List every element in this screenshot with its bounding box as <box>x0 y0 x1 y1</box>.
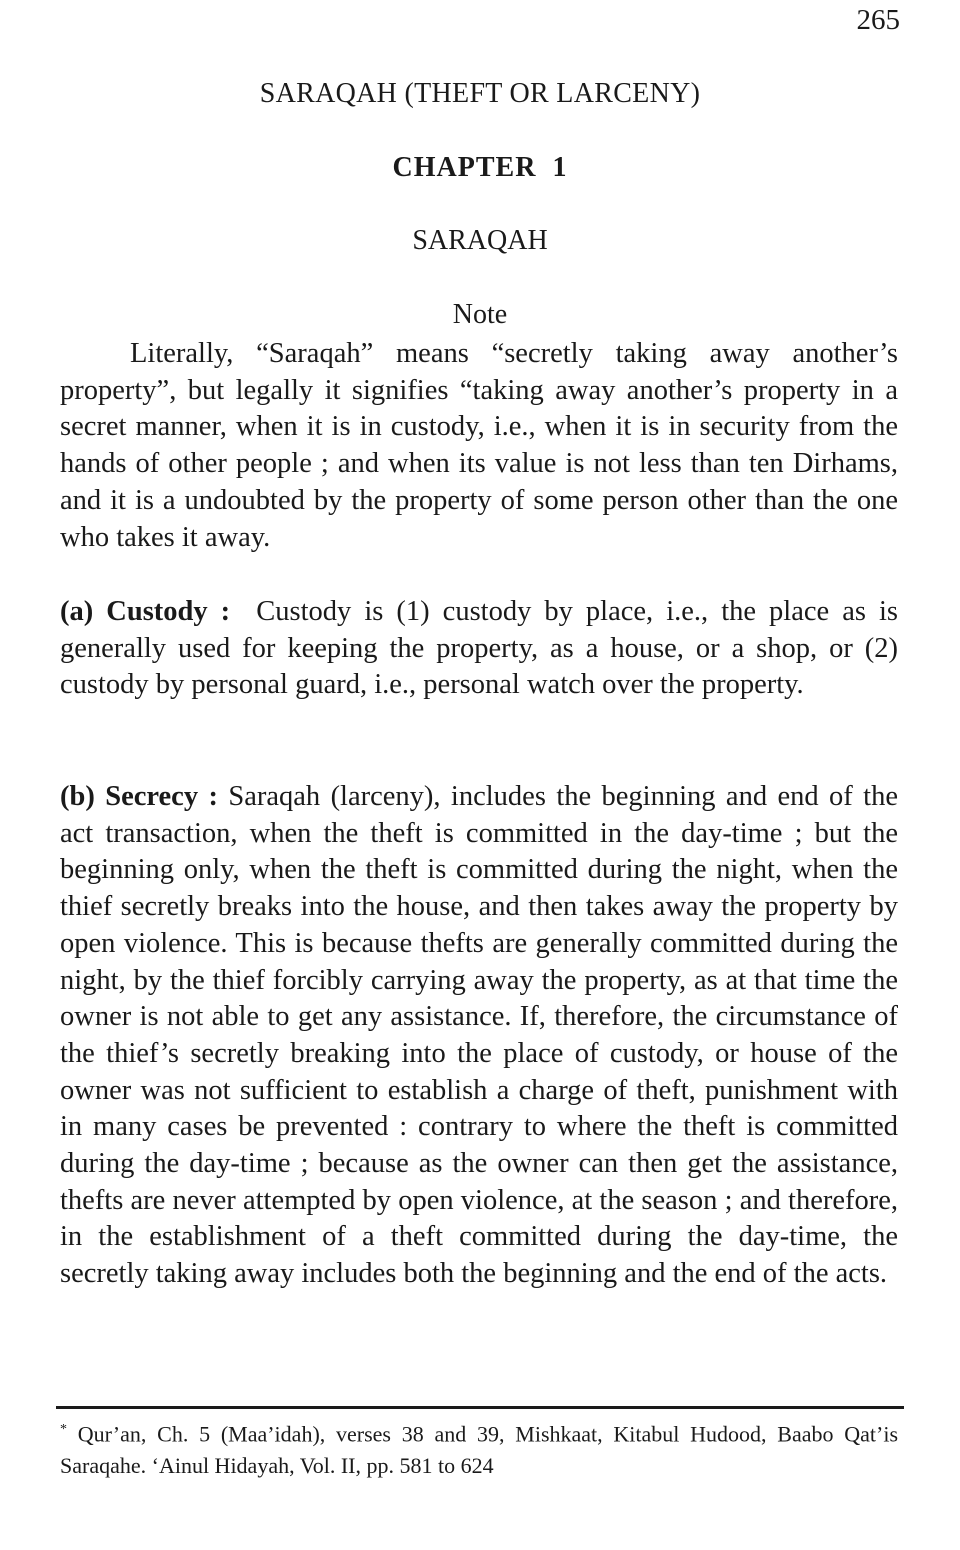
footnote-divider <box>56 1406 904 1409</box>
footnote-marker: * <box>60 1422 67 1437</box>
intro-paragraph: Literally, “Saraqah” means “secretly taking away another’s property”, but legally it signifies “taking away another’s property in a secret manner, when it is in custody, i.e., when it is in security from the hands of other people ; and when its value is not less than ten Dirhams, and it is a undoubted by the property of some person other than the one who takes it away. <box>60 338 898 553</box>
secrecy-text: Saraqah (larceny), includes the beginning and end of the act transaction, when the theft is committed in the day-time ; but the beginning only, when the theft is committed during the night, when the thief secretly breaks into the house, and then takes away the property by open violence. This is because thefts are generally committed during the night, by the thief forcibly carrying away the property, as at that time the owner is not able to get any assistance. If, therefore, the circumstance of the thief’s secretly breaking into the place of custody, or house of the owner was not sufficient to establish a charge of theft, punishment with in many cases be prevented : contrary to where the theft is committed during the day-time ; because as the owner can then get the assistance, thefts are never attempted by open violence, at the season ; and therefore, in the establishment of a theft committed during the day-time, the secretly taking away includes both the beginning and the end of the acts. <box>60 781 898 1290</box>
section-title: SARAQAH <box>412 225 548 256</box>
footnote <box>60 1414 898 1482</box>
running-title: SARAQAH (THEFT OR LARCENY) <box>259 78 701 109</box>
custody-term: (a) Custody : <box>60 596 231 627</box>
page-number: 265 <box>856 4 900 36</box>
custody-paragraph <box>60 594 898 704</box>
secrecy-paragraph <box>60 779 898 1293</box>
custody-text: Custody is (1) custody by place, i.e., the place as is generally used for keeping the property, as a house, or a shop, or (2) custody by personal guard, i.e., personal watch over the property. <box>60 596 899 701</box>
footnote-text: Qur’an, Ch. 5 (Maa’idah), verses 38 and 39, Mishkaat, Kitabul Hudood, Baabo Qat’is Saraqahe. ‘Ainul Hidayah, Vol. II, pp. 581 to 624 <box>60 1421 899 1479</box>
note-label: Note <box>452 299 508 330</box>
chapter-heading: CHAPTER 1 <box>392 152 568 183</box>
secrecy-term: (b) Secrecy : <box>60 781 218 812</box>
